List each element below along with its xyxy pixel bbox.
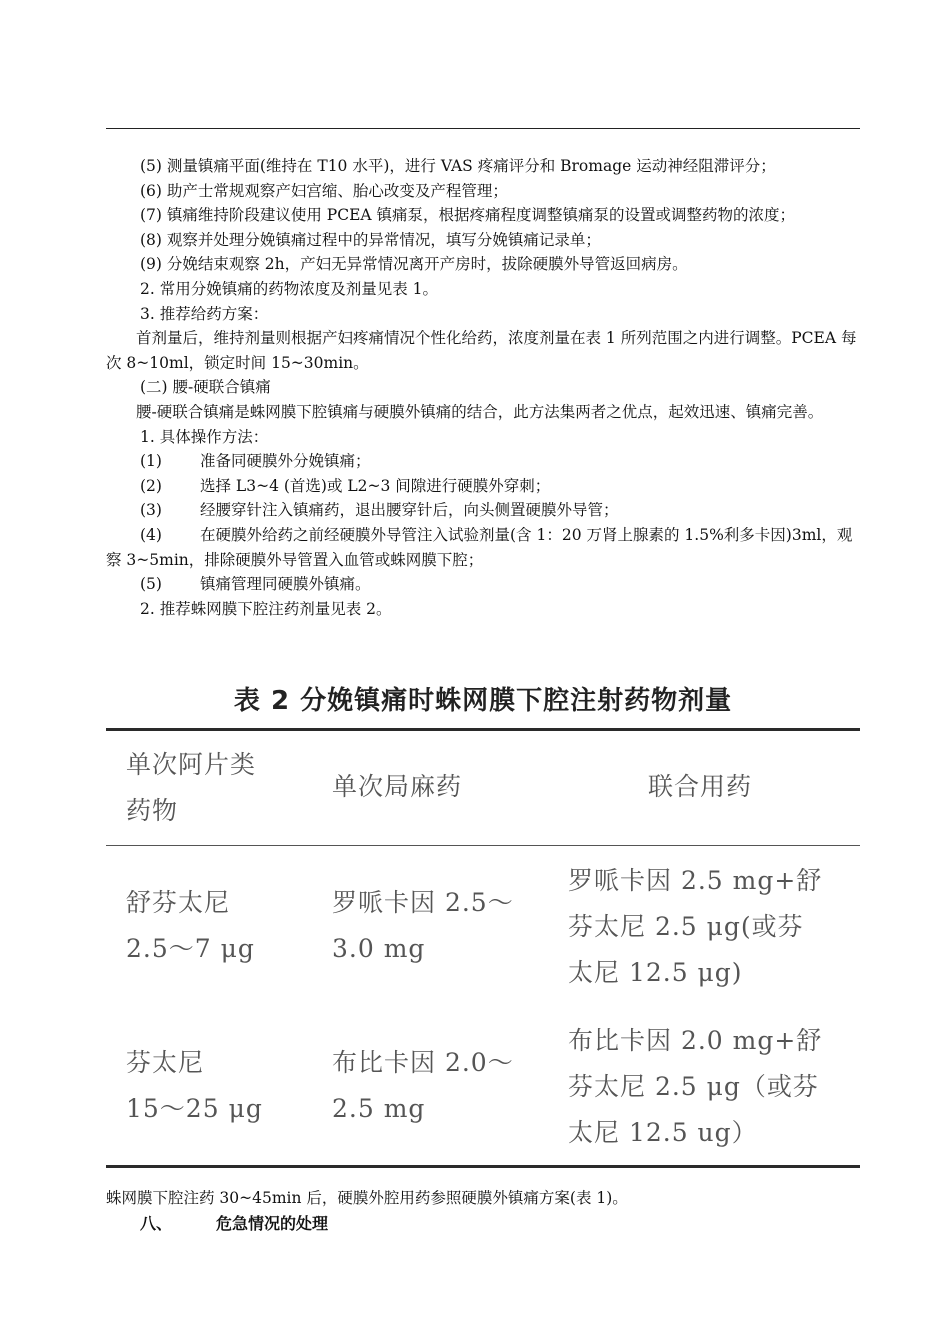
cell-line: 2.5 mg [332, 1094, 426, 1123]
list-item-8: (8) 观察并处理分娩镇痛过程中的异常情况，填写分娩镇痛记录单； [140, 230, 601, 249]
cell-line: 罗哌卡因 2.5～ [332, 888, 514, 917]
document-body [106, 154, 860, 621]
list-item-6: (6) 助产士常规观察产妇宫缩、胎心改变及产程管理； [140, 181, 508, 200]
step-number: (2) [140, 476, 162, 495]
cell-line: 芬太尼 2.5 μg（或芬 [568, 1072, 819, 1101]
step-3 [106, 498, 860, 523]
cell-line: 罗哌卡因 2.5 mg+舒 [568, 866, 823, 895]
subsection-2: 2. 常用分娩镇痛的药物浓度及剂量见表 1。 [140, 279, 439, 298]
list-item-7: (7) 镇痛维持阶段建议使用 PCEA 镇痛泵，根据疼痛程度调整镇痛泵的设置或调整药物的浓度； [140, 206, 796, 225]
table-bottom-rule [106, 1165, 860, 1168]
table-header-rule [106, 845, 860, 846]
cell-line: 布比卡因 2.0～ [332, 1048, 514, 1077]
header-local-anesthetic: 单次局麻药 [332, 772, 463, 801]
heading-cse: (二) 腰-硬联合镇痛 [140, 378, 271, 397]
step-1 [106, 449, 860, 474]
cell-line: 3.0 mg [332, 934, 426, 963]
dose-paragraph: 首剂量后，维持剂量则根据产妇疼痛情况个性化给药，浓度剂量在表 1 所列范围之内进行调整。PCEA 每次 8~10ml，锁定时间 15~30min。 [106, 329, 857, 372]
table-row-2-local [332, 1040, 552, 1132]
table-row-1-opioid [126, 880, 326, 972]
cell-line: 太尼 12.5 μg) [568, 958, 743, 987]
section-number: 八、 [140, 1214, 173, 1233]
subsection-3: 3. 推荐给药方案： [140, 304, 269, 323]
header-opioid-line2: 药物 [126, 796, 179, 825]
cell-line: 布比卡因 2.0 mg+舒 [568, 1026, 823, 1055]
step-number: (4) [140, 525, 162, 544]
list-item-5: (5) 测量镇痛平面(维持在 T10 水平)，进行 VAS 疼痛评分和 Bromage 运动神经阻滞评分； [140, 157, 776, 175]
cell-line: 舒芬太尼 [126, 888, 231, 917]
header-opioid [126, 742, 326, 834]
cell-line: 芬太尼 2.5 μg(或芬 [568, 912, 804, 941]
step-text: 镇痛管理同硬膜外镇痛。 [200, 575, 371, 594]
table-top-rule [106, 728, 860, 731]
cell-line: 2.5～7 μg [126, 934, 255, 963]
table-title: 表 2 分娩镇痛时蛛网膜下腔注射药物剂量 [233, 686, 733, 716]
table-row-2-combination [568, 1018, 858, 1156]
cell-line: 15～25 μg [126, 1094, 263, 1123]
table-reference: 2. 推荐蛛网膜下腔注药剂量见表 2。 [140, 599, 392, 618]
step-text: 经腰穿针注入镇痛药，退出腰穿针后，向头侧置硬膜外导管； [200, 501, 619, 520]
step-number: (5) [140, 575, 162, 594]
dose-table [106, 728, 860, 1170]
cell-line: 太尼 12.5 ug） [568, 1118, 758, 1147]
step-5 [106, 572, 860, 597]
method-heading: 1. 具体操作方法： [140, 427, 269, 446]
section-heading-8 [140, 1212, 328, 1236]
step-number: (3) [140, 501, 162, 520]
step-4 [106, 523, 860, 572]
step-text: 选择 L3~4 (首选)或 L2~3 间隙进行硬膜外穿刺； [200, 476, 551, 495]
after-table-text: 蛛网膜下腔注药 30~45min 后，硬膜外腔用药参照硬膜外镇痛方案(表 1)。 [106, 1189, 628, 1207]
list-item-9: (9) 分娩结束观察 2h，产妇无异常情况离开产房时，拔除硬膜外导管返回病房。 [140, 255, 688, 274]
header-rule [106, 128, 860, 129]
step-text: 准备同硬膜外分娩镇痛； [200, 452, 371, 471]
cse-paragraph: 腰-硬联合镇痛是蛛网膜下腔镇痛与硬膜外镇痛的结合，此方法集两者之优点，起效迅速、镇痛完善。 [136, 402, 824, 421]
header-combination: 联合用药 [648, 772, 753, 801]
step-text: 在硬膜外给药之前经硬膜外导管注入试验剂量(含 1：20 万肾上腺素的 1.5%利多卡因)3ml，观察 3~5min，排除硬膜外导管置入血管或蛛网膜下腔； [106, 525, 853, 569]
table-row-2-opioid [126, 1040, 326, 1132]
header-opioid-line1: 单次阿片类 [126, 750, 257, 779]
table-row-1-combination [568, 858, 858, 996]
section-title: 危急情况的处理 [216, 1214, 329, 1233]
table-row-1-local [332, 880, 552, 972]
step-number: (1) [140, 452, 162, 471]
step-2 [106, 474, 860, 499]
cell-line: 芬太尼 [126, 1048, 205, 1077]
